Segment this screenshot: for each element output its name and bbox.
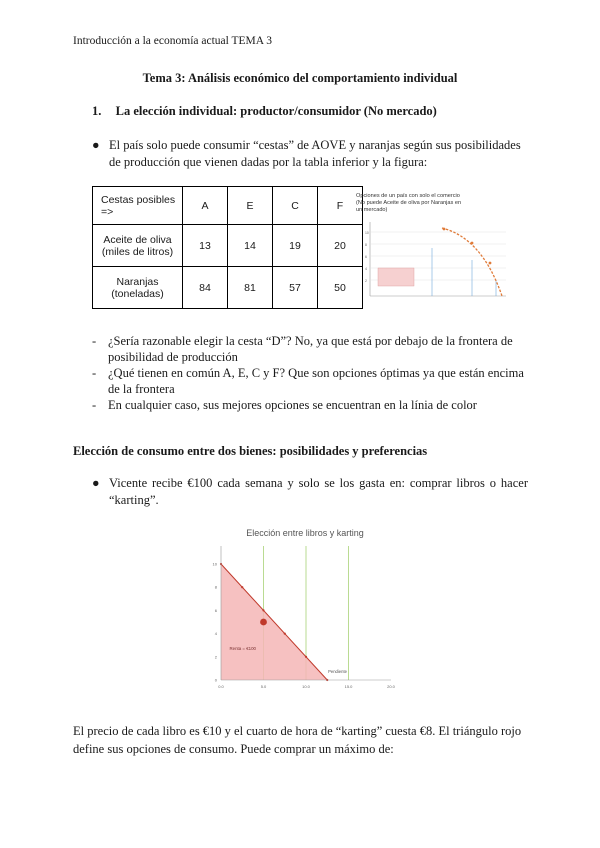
- bullet-text: El país solo puede consumir “cestas” de AOVE y naranjas según sus posibilidades de producción que vienen dadas por la tabla inferior y la figura:: [109, 138, 521, 169]
- table-col-header: A: [183, 187, 228, 225]
- table-row-label: Naranjas (toneladas): [93, 267, 183, 309]
- ppf-drop-lines: [432, 248, 496, 296]
- budget-y-tick: 10: [212, 561, 217, 567]
- budget-area-label: Renta = €100: [229, 645, 256, 651]
- svg-text:8: 8: [365, 243, 367, 247]
- budget-paragraph: El precio de cada libro es €10 y el cuarto de hora de “karting” cuesta €8. El triángulo rojo define sus opciones de consumo. Puede comprar un máximo de:: [73, 724, 522, 756]
- budget-line-dot: [262, 609, 264, 611]
- dash-item: - En cualquier caso, sus mejores opciones se encuentran en la línia de color: [92, 398, 477, 412]
- table-cell: 20: [318, 225, 363, 267]
- budget-x-tick: 15.0: [344, 684, 353, 689]
- page-header: Introducción a la economía actual TEMA 3: [73, 35, 273, 47]
- budget-y-tick: 4: [214, 631, 217, 637]
- budget-x-tick: 20.0: [387, 684, 395, 689]
- dash-item: - ¿Qué tienen en común A, E, C y F? Que son opciones óptimas ya que están encima de la frontera: [92, 366, 524, 396]
- ppf-point: [443, 228, 446, 231]
- svg-text:6: 6: [365, 255, 367, 259]
- table-cell: 19: [273, 225, 318, 267]
- budget-line-dot: [241, 586, 243, 588]
- ppf-point: [489, 262, 492, 265]
- svg-text:10: 10: [365, 231, 369, 235]
- table-cell: 14: [228, 225, 273, 267]
- bullet-ppf: [92, 137, 528, 173]
- table-cell: 13: [183, 225, 228, 267]
- page-title: Tema 3: Análisis económico del comportamiento individual: [142, 71, 458, 85]
- ppf-tick-labels: [365, 231, 369, 283]
- ppf-region-d: [378, 268, 414, 286]
- budget-x-tick: 10.0: [302, 684, 310, 689]
- bullet-text: Vicente recibe €100 cada semana y solo se los gasta en: comprar libros o hacer “karting”.: [109, 476, 528, 507]
- ppf-chart: [352, 188, 512, 304]
- budget-y-tick: 2: [214, 654, 217, 660]
- table-row-label: Aceite de oliva (miles de litros): [93, 225, 183, 267]
- budget-y-tick: 0: [214, 677, 217, 683]
- svg-text:4: 4: [365, 267, 367, 271]
- budget-line-label: Pendiente: [328, 669, 347, 675]
- svg-text:2: 2: [365, 279, 367, 283]
- budget-y-ticks: [213, 562, 218, 683]
- bullet-dot-icon: ●: [92, 476, 100, 490]
- section-number: 1.: [92, 104, 102, 118]
- bullet-dot-icon: ●: [92, 138, 100, 152]
- table-col-header: E: [228, 187, 273, 225]
- budget-x-tick: 0.0: [218, 684, 224, 689]
- budget-x-tick: 5.0: [260, 684, 267, 689]
- table-cell: 57: [273, 267, 318, 309]
- budget-line-dot: [305, 656, 307, 658]
- section-1-heading: [92, 104, 437, 119]
- budget-chart-title: Elección entre libros y karting: [246, 528, 364, 538]
- section-title: La elección individual: productor/consumidor (No mercado): [115, 104, 437, 118]
- table-cell: 50: [318, 267, 363, 309]
- table-cell: 81: [228, 267, 273, 309]
- budget-x-ticks: [218, 684, 395, 689]
- section-2-heading: Elección de consumo entre dos bienes: posibilidades y preferencias: [73, 444, 428, 458]
- dash-item: - ¿Sería razonable elegir la cesta “D”? No, ya que está por debajo de la frontera de posibilidad de producción: [92, 334, 513, 364]
- budget-y-tick: 6: [214, 607, 217, 613]
- table-cell: 84: [183, 267, 228, 309]
- table-col-header: F: [318, 187, 363, 225]
- ppf-point: [471, 242, 474, 245]
- budget-line-dot: [284, 633, 286, 635]
- budget-chart: [205, 520, 405, 696]
- bullet-vicente: [92, 475, 528, 511]
- ppf-chart-title: Opciones de un país con solo el comercio (No puede Aceite de oliva por Naranjas en un mercado): [356, 193, 462, 213]
- budget-y-tick: 8: [214, 584, 217, 590]
- table-header-label: Cestas posibles =>: [93, 187, 183, 225]
- production-table: [92, 186, 363, 309]
- table-col-header: C: [273, 187, 318, 225]
- budget-highlight-point: [260, 619, 267, 626]
